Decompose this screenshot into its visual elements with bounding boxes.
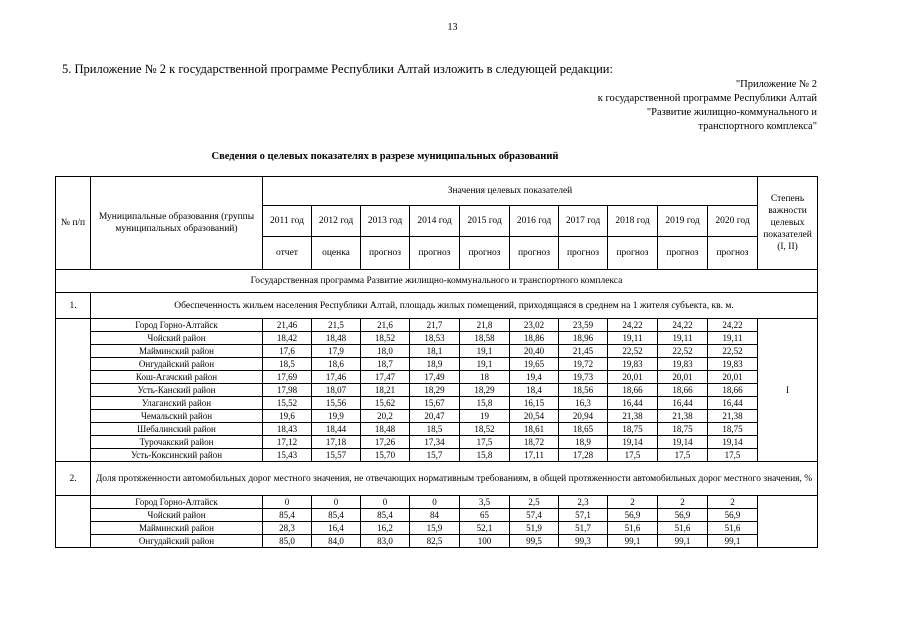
value-cell: 17,12 — [263, 436, 312, 449]
value-cell: 3,5 — [460, 496, 510, 509]
header-value-type: прогноз — [361, 237, 410, 270]
value-cell: 15,70 — [361, 449, 410, 462]
value-cell: 19,1 — [460, 345, 510, 358]
header-year: 2019 год — [658, 206, 708, 237]
header-value-type: прогноз — [460, 237, 510, 270]
value-cell: 17,28 — [559, 449, 608, 462]
header-value-type: прогноз — [559, 237, 608, 270]
value-cell: 17,11 — [510, 449, 559, 462]
value-cell: 19,6 — [263, 410, 312, 423]
value-cell: 17,34 — [410, 436, 460, 449]
value-cell: 56,9 — [608, 509, 658, 522]
table-row — [56, 496, 818, 509]
indicator-text: Доля протяженности автомобильных дорог местного значения, не отвечающих нормативным требованиям, в общей протяженности автомобильных дорог местного значения, % — [91, 462, 818, 496]
value-cell: 99,1 — [708, 535, 758, 548]
value-cell: 21,38 — [608, 410, 658, 423]
value-cell: 22,52 — [658, 345, 708, 358]
indicator-row — [56, 462, 818, 496]
municipality-name: Чойский район — [91, 509, 263, 522]
value-cell: 17,49 — [410, 371, 460, 384]
header-value-type: оценка — [312, 237, 361, 270]
value-cell: 17,98 — [263, 384, 312, 397]
value-cell: 0 — [410, 496, 460, 509]
indicator-row — [56, 293, 818, 319]
significance-cell: I — [758, 319, 818, 462]
value-cell: 24,22 — [608, 319, 658, 332]
value-cell: 21,5 — [312, 319, 361, 332]
value-cell: 18,07 — [312, 384, 361, 397]
value-cell: 85,0 — [263, 535, 312, 548]
value-cell: 18,65 — [559, 423, 608, 436]
value-cell: 99,3 — [559, 535, 608, 548]
header-value-type: прогноз — [410, 237, 460, 270]
value-cell: 17,5 — [460, 436, 510, 449]
value-cell: 19,4 — [510, 371, 559, 384]
value-cell: 24,22 — [708, 319, 758, 332]
value-cell: 19,11 — [658, 332, 708, 345]
header-value-type: прогноз — [658, 237, 708, 270]
value-cell: 0 — [361, 496, 410, 509]
header-value-type: прогноз — [510, 237, 559, 270]
value-cell: 2,3 — [559, 496, 608, 509]
value-cell: 20,40 — [510, 345, 559, 358]
appendix-line: "Приложение № 2 — [735, 79, 817, 90]
header-year: 2013 год — [361, 206, 410, 237]
value-cell: 18,61 — [510, 423, 559, 436]
value-cell: 19,11 — [608, 332, 658, 345]
value-cell: 16,44 — [608, 397, 658, 410]
value-cell: 17,47 — [361, 371, 410, 384]
value-cell: 19,65 — [510, 358, 559, 371]
row-number-cell — [56, 496, 91, 548]
value-cell: 18,66 — [708, 384, 758, 397]
value-cell: 18,48 — [312, 332, 361, 345]
municipality-name: Город Горно-Алтайск — [91, 496, 263, 509]
municipality-name: Онгудайский район — [91, 535, 263, 548]
value-cell: 51,9 — [510, 522, 559, 535]
header-value-type: прогноз — [708, 237, 758, 270]
header-year: 2016 год — [510, 206, 559, 237]
header-significance: Степень важности целевых показателей (I, II) — [758, 177, 818, 270]
value-cell: 28,3 — [263, 522, 312, 535]
value-cell: 18,1 — [410, 345, 460, 358]
value-cell: 51,6 — [708, 522, 758, 535]
table-row — [56, 332, 818, 345]
value-cell: 16,44 — [708, 397, 758, 410]
value-cell: 19,73 — [559, 371, 608, 384]
value-cell: 20,54 — [510, 410, 559, 423]
appendix-line: "Развитие жилищно-коммунального и — [646, 107, 817, 118]
value-cell: 18,75 — [708, 423, 758, 436]
value-cell: 57,1 — [559, 509, 608, 522]
value-cell: 20,01 — [608, 371, 658, 384]
value-cell: 84 — [410, 509, 460, 522]
value-cell: 18,9 — [410, 358, 460, 371]
value-cell: 85,4 — [312, 509, 361, 522]
value-cell: 16,2 — [361, 522, 410, 535]
table-row — [56, 371, 818, 384]
value-cell: 18,9 — [559, 436, 608, 449]
table-row — [56, 423, 818, 436]
value-cell: 15,67 — [410, 397, 460, 410]
value-cell: 19,1 — [460, 358, 510, 371]
municipality-name: Кош-Агачский район — [91, 371, 263, 384]
value-cell: 18,44 — [312, 423, 361, 436]
value-cell: 18,52 — [460, 423, 510, 436]
value-cell: 18,29 — [410, 384, 460, 397]
value-cell: 51,6 — [608, 522, 658, 535]
value-cell: 18 — [460, 371, 510, 384]
value-cell: 18,5 — [410, 423, 460, 436]
table-row — [56, 410, 818, 423]
value-cell: 2 — [608, 496, 658, 509]
value-cell: 19,14 — [658, 436, 708, 449]
value-cell: 2 — [708, 496, 758, 509]
value-cell: 17,6 — [263, 345, 312, 358]
value-cell: 19,83 — [708, 358, 758, 371]
appendix-line: транспортного комплекса" — [698, 121, 817, 132]
value-cell: 56,9 — [658, 509, 708, 522]
municipality-name: Улаганский район — [91, 397, 263, 410]
table-row — [56, 436, 818, 449]
table-row — [56, 449, 818, 462]
header-num: № п/п — [56, 177, 91, 270]
value-cell: 18,4 — [510, 384, 559, 397]
value-cell: 21,8 — [460, 319, 510, 332]
header-year: 2011 год — [263, 206, 312, 237]
value-cell: 18,66 — [608, 384, 658, 397]
value-cell: 16,4 — [312, 522, 361, 535]
value-cell: 99,1 — [608, 535, 658, 548]
value-cell: 15,57 — [312, 449, 361, 462]
value-cell: 15,62 — [361, 397, 410, 410]
value-cell: 16,15 — [510, 397, 559, 410]
municipality-name: Чойский район — [91, 332, 263, 345]
value-cell: 20,01 — [658, 371, 708, 384]
value-cell: 18,29 — [460, 384, 510, 397]
value-cell: 85,4 — [263, 509, 312, 522]
value-cell: 17,46 — [312, 371, 361, 384]
table-row — [56, 345, 818, 358]
value-cell: 16,3 — [559, 397, 608, 410]
value-cell: 21,38 — [708, 410, 758, 423]
value-cell: 18,43 — [263, 423, 312, 436]
program-title: Государственная программа Развитие жилищно-коммунального и транспортного комплекса — [56, 270, 818, 293]
value-cell: 21,38 — [658, 410, 708, 423]
value-cell: 21,45 — [559, 345, 608, 358]
value-cell: 65 — [460, 509, 510, 522]
value-cell: 18,66 — [658, 384, 708, 397]
value-cell: 20,01 — [708, 371, 758, 384]
indicators-table — [55, 176, 818, 548]
value-cell: 23,02 — [510, 319, 559, 332]
value-cell: 17,5 — [608, 449, 658, 462]
value-cell: 17,69 — [263, 371, 312, 384]
value-cell: 57,4 — [510, 509, 559, 522]
municipality-name: Усть-Коксинский район — [91, 449, 263, 462]
value-cell: 20,47 — [410, 410, 460, 423]
significance-cell — [758, 496, 818, 548]
value-cell: 21,7 — [410, 319, 460, 332]
value-cell: 51,6 — [658, 522, 708, 535]
municipality-name: Город Горно-Алтайск — [91, 319, 263, 332]
value-cell: 18,86 — [510, 332, 559, 345]
value-cell: 18,52 — [361, 332, 410, 345]
table-row — [56, 397, 818, 410]
table-row — [56, 319, 818, 332]
page-number: 13 — [447, 22, 458, 33]
value-cell: 17,5 — [708, 449, 758, 462]
indicator-number: 1. — [56, 293, 91, 319]
table-row — [56, 522, 818, 535]
indicator-text: Обеспеченность жильем населения Республики Алтай, площадь жилых помещений, приходящаяся в среднем на 1 жителя субъекта, кв. м. — [91, 293, 818, 319]
indicator-number: 2. — [56, 462, 91, 496]
value-cell: 15,8 — [460, 449, 510, 462]
row-number-cell — [56, 319, 91, 462]
value-cell: 100 — [460, 535, 510, 548]
value-cell: 19,11 — [708, 332, 758, 345]
value-cell: 18,75 — [608, 423, 658, 436]
value-cell: 19 — [460, 410, 510, 423]
header-value-type: отчет — [263, 237, 312, 270]
value-cell: 17,26 — [361, 436, 410, 449]
municipality-name: Майминский район — [91, 345, 263, 358]
table-row — [56, 384, 818, 397]
value-cell: 17,5 — [658, 449, 708, 462]
value-cell: 15,43 — [263, 449, 312, 462]
value-cell: 18,7 — [361, 358, 410, 371]
header-year: 2014 год — [410, 206, 460, 237]
value-cell: 18,96 — [559, 332, 608, 345]
value-cell: 19,14 — [608, 436, 658, 449]
value-cell: 17,9 — [312, 345, 361, 358]
appendix-note — [598, 78, 817, 134]
header-municipality: Муниципальные образования (группы муниципальных образований) — [91, 177, 263, 270]
value-cell: 15,52 — [263, 397, 312, 410]
header-year: 2012 год — [312, 206, 361, 237]
value-cell: 19,9 — [312, 410, 361, 423]
municipality-name: Усть-Канский район — [91, 384, 263, 397]
value-cell: 18,42 — [263, 332, 312, 345]
header-value-type: прогноз — [608, 237, 658, 270]
value-cell: 2,5 — [510, 496, 559, 509]
value-cell: 20,94 — [559, 410, 608, 423]
value-cell: 24,22 — [658, 319, 708, 332]
value-cell: 18,48 — [361, 423, 410, 436]
value-cell: 18,56 — [559, 384, 608, 397]
value-cell: 18,5 — [263, 358, 312, 371]
value-cell: 16,44 — [658, 397, 708, 410]
value-cell: 82,5 — [410, 535, 460, 548]
header-year: 2017 год — [559, 206, 608, 237]
value-cell: 18,58 — [460, 332, 510, 345]
value-cell: 2 — [658, 496, 708, 509]
value-cell: 20,2 — [361, 410, 410, 423]
value-cell: 83,0 — [361, 535, 410, 548]
value-cell: 0 — [312, 496, 361, 509]
value-cell: 23,59 — [559, 319, 608, 332]
municipality-name: Чемальский район — [91, 410, 263, 423]
header-year: 2020 год — [708, 206, 758, 237]
value-cell: 15,56 — [312, 397, 361, 410]
table-row — [56, 535, 818, 548]
value-cell: 15,9 — [410, 522, 460, 535]
value-cell: 21,46 — [263, 319, 312, 332]
table-title: Сведения о целевых показателях в разрезе муниципальных образований — [211, 151, 559, 162]
value-cell: 19,83 — [658, 358, 708, 371]
header-year: 2015 год — [460, 206, 510, 237]
value-cell: 15,8 — [460, 397, 510, 410]
program-row — [56, 270, 818, 293]
table-row — [56, 358, 818, 371]
value-cell: 19,14 — [708, 436, 758, 449]
amendment-intro: 5. Приложение № 2 к государственной программе Республики Алтай изложить в следующей редакции: — [62, 62, 613, 76]
value-cell: 19,72 — [559, 358, 608, 371]
value-cell: 19,83 — [608, 358, 658, 371]
value-cell: 56,9 — [708, 509, 758, 522]
value-cell: 22,52 — [708, 345, 758, 358]
municipality-name: Турочакский район — [91, 436, 263, 449]
municipality-name: Майминский район — [91, 522, 263, 535]
value-cell: 18,72 — [510, 436, 559, 449]
value-cell: 99,5 — [510, 535, 559, 548]
municipality-name: Онгудайский район — [91, 358, 263, 371]
value-cell: 18,0 — [361, 345, 410, 358]
value-cell: 18,6 — [312, 358, 361, 371]
value-cell: 18,53 — [410, 332, 460, 345]
value-cell: 99,1 — [658, 535, 708, 548]
header-year: 2018 год — [608, 206, 658, 237]
header-values: Значения целевых показателей — [263, 177, 758, 206]
table-row — [56, 509, 818, 522]
value-cell: 18,21 — [361, 384, 410, 397]
value-cell: 18,75 — [658, 423, 708, 436]
municipality-name: Шебалинский район — [91, 423, 263, 436]
value-cell: 22,52 — [608, 345, 658, 358]
value-cell: 21,6 — [361, 319, 410, 332]
value-cell: 84,0 — [312, 535, 361, 548]
value-cell: 15,7 — [410, 449, 460, 462]
value-cell: 85,4 — [361, 509, 410, 522]
value-cell: 0 — [263, 496, 312, 509]
value-cell: 17,18 — [312, 436, 361, 449]
value-cell: 52,1 — [460, 522, 510, 535]
value-cell: 51,7 — [559, 522, 608, 535]
appendix-line: к государственной программе Республики Алтай — [597, 93, 817, 104]
